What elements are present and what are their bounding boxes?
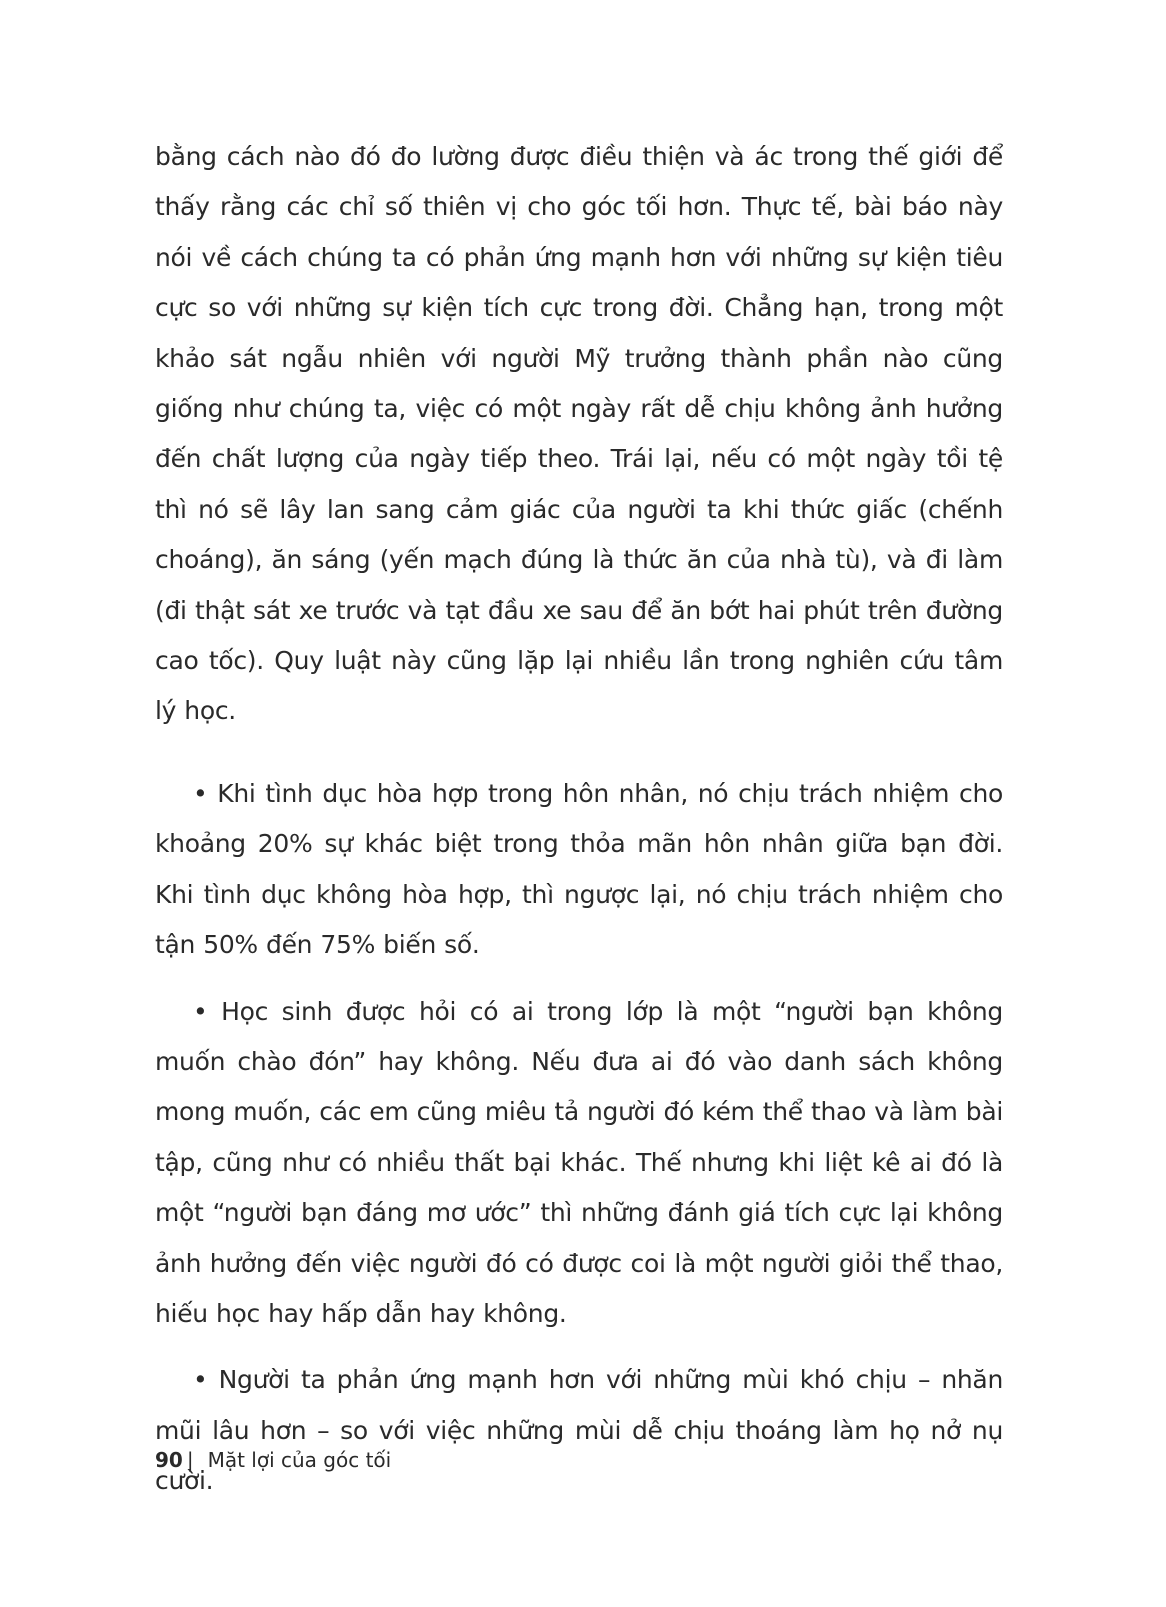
bullet-item [155,769,1003,971]
footer-separator: | [186,1448,194,1472]
bullet-text: Khi tình dục hòa hợp trong hôn nhân, nó chịu trách nhiệm cho khoảng 20% sự khác biệt trong thỏa mãn hôn nhân giữa bạn đời. Khi tình dục không hòa hợp, thì ngược lại, nó chịu trách nhiệm cho tận 50% đến 75% biến số. [155,778,1003,960]
bullet-item [155,1355,1003,1506]
bullet-item [155,987,1003,1340]
page-footer [155,1445,391,1475]
bullet-text: Học sinh được hỏi có ai trong lớp là một “người bạn không muốn chào đón” hay không. Nếu đưa ai đó vào danh sách không mong muốn, các em cũng miêu tả người đó kém thể thao và làm bài tập, cũng như có nhiều thất bại khác. Thế nhưng khi liệt kê ai đó là một “người bạn đáng mơ ước” thì những đánh giá tích cực lại không ảnh hưởng đến việc người đó có được coi là một người giỏi thể thao, hiếu học hay hấp dẫn hay không. [155,996,1003,1328]
bullet-marker: • [193,1365,208,1395]
page-number: 90 [155,1448,183,1472]
bullet-text: Người ta phản ứng mạnh hơn với những mùi khó chịu – nhăn mũi lâu hơn – so với việc những mùi dễ chịu thoáng làm họ nở nụ cười. [155,1365,1003,1496]
paragraph: bằng cách nào đó đo lường được điều thiện và ác trong thế giới để thấy rằng các chỉ số thiên vị cho góc tối hơn. Thực tế, bài báo này nói về cách chúng ta có phản ứng mạnh hơn với những sự kiện tiêu cực so với những sự kiện tích cực trong đời. Chẳng hạn, trong một khảo sát ngẫu nhiên với người Mỹ trưởng thành phần nào cũng giống như chúng ta, việc có một ngày rất dễ chịu không ảnh hưởng đến chất lượng của ngày tiếp theo. Trái lại, nếu có một ngày tồi tệ thì nó sẽ lây lan sang cảm giác của người ta khi thức giấc (chếnh choáng), ăn sáng (yến mạch đúng là thức ăn của nhà tù), và đi làm (đi thật sát xe trước và tạt đầu xe sau để ăn bớt hai phút trên đường cao tốc). Quy luật này cũng lặp lại nhiều lần trong nghiên cứu tâm lý học. [155,142,1003,726]
bullet-marker: • [193,996,208,1026]
body-text [155,132,1003,1523]
bullet-marker: • [193,778,208,808]
book-title: Mặt lợi của góc tối [207,1448,392,1472]
